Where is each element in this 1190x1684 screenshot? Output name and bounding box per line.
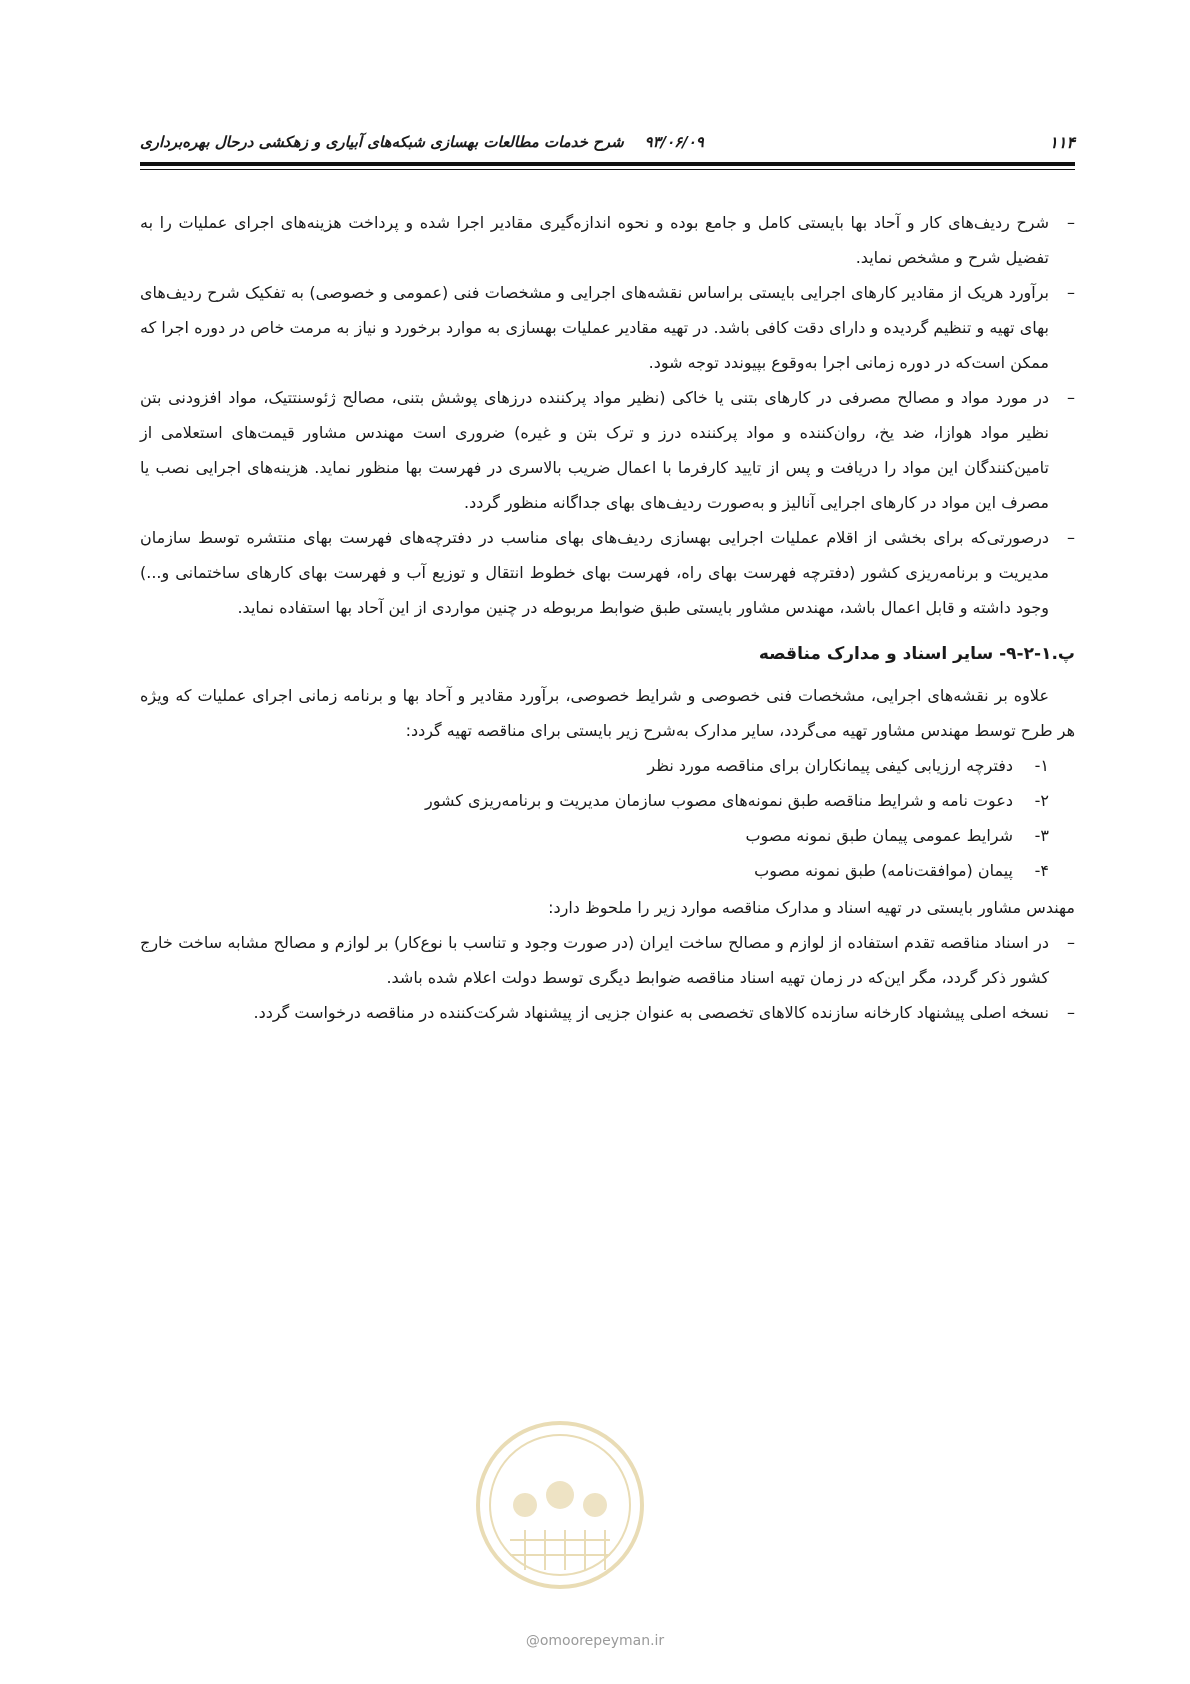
page-number: ۱۱۴	[1049, 132, 1075, 152]
dash-marker: –	[1067, 528, 1075, 547]
numbered-item	[140, 853, 1049, 888]
numbered-item	[140, 818, 1049, 853]
watermark-site: @omoorepeyman.ir	[525, 1633, 665, 1649]
bullet-item	[140, 275, 1075, 380]
bullet-text: برآورد هریک از مقادیر کارهای اجرایی بایستی براساس نقشه‌های اجرایی و مشخصات فنی (عمومی و خصوصی) به تفکیک شرح ردیف‌های بهای تهیه و تنظیم گردیده و دارای دقت کافی باشد. در تهیه مقادیر عملیات بهسازی به موارد برخورد و نیاز به مرمت خاص در دوره اجرا که ممکن است‌که در دوره زمانی اجرا به‌وقوع بپیوندد توجه شود.	[140, 283, 1049, 372]
item-number: ۲-	[1034, 791, 1049, 810]
item-number: ۱-	[1034, 756, 1049, 775]
item-text: شرایط عمومی پیمان طبق نمونه مصوب	[745, 826, 1013, 845]
bullet-text: در اسناد مناقصه تقدم استفاده از لوازم و مصالح ساخت ایران (در صورت وجود و تناسب با نوع‌کار) بر لوازم و مصالح مشابه ساخت خارج کشور ذکر گردد، مگر این‌که در زمان تهیه اسناد مناقصه ضوابط دیگری توسط دولت اعلام شده باشد.	[140, 933, 1049, 987]
bullet-item	[140, 925, 1075, 995]
header-rule-thick	[140, 162, 1075, 166]
bullet-item	[140, 995, 1075, 1030]
header-title-group	[140, 133, 704, 151]
item-text: دعوت نامه و شرایط مناقصه طبق نمونه‌های مصوب سازمان مدیریت و برنامه‌ریزی کشور	[425, 791, 1013, 810]
page-header	[140, 120, 1075, 164]
header-date: ۹۳/۰۶/۰۹	[644, 133, 704, 151]
bullet-item	[140, 380, 1075, 520]
header-rule-thin	[140, 169, 1075, 170]
main-content	[140, 205, 1075, 1030]
watermark-seal	[470, 1410, 650, 1610]
numbered-item	[140, 783, 1049, 818]
bullet-item	[140, 205, 1075, 275]
section-intro: علاوه بر نقشه‌های اجرایی، مشخصات فنی خصوصی و شرایط خصوصی، برآورد مقادیر و آحاد بها و برنامه زمانی اجرای عملیات که ویژه هر طرح توسط مهندس مشاور تهیه می‌گردد، سایر مدارک به‌شرح زیر بایستی برای مناقصه تهیه گردد:	[140, 686, 1075, 740]
item-text: پیمان (موافقت‌نامه) طبق نمونه مصوب	[754, 861, 1013, 880]
dash-marker: –	[1067, 283, 1075, 302]
numbered-list	[140, 748, 1075, 888]
section-heading: پ.۱-۲-۹- سایر اسناد و مدارک مناقصه	[758, 644, 1075, 664]
bullet-text: در مورد مواد و مصالح مصرفی در کارهای بتنی یا خاکی (نظیر مواد پرکننده درزهای پوشش بتنی، مصالح ژئوسنتتیک، مواد افزودنی بتن نظیر مواد هوازا، ضد یخ، روان‌کننده و مواد پرکننده درز و ترک بتن و غیره) ضروری است مهندس مشاور قیمت‌های استعلامی از تامین‌کنندگان این مواد را دریافت و پس از تایید کارفرما با اعمال ضریب بالاسری در فهرست بها منظور نماید. هزینه‌های اجرایی نصب یا مصرف این مواد در کارهای اجرایی آنالیز و به‌صورت ردیف‌های بهای جداگانه منظور گردد.	[140, 388, 1049, 512]
numbered-item	[140, 748, 1049, 783]
bullet-text: درصورتی‌که برای بخشی از اقلام عملیات اجرایی بهسازی ردیف‌های بهای مناسب در دفترچه‌های فهرست بهای منتشره توسط سازمان مدیریت و برنامه‌ریزی کشور (دفترچه فهرست بهای راه، فهرست بهای خطوط انتقال و توزیع آب و فهرست بهای کارهای ساختمانی و...) وجود داشته و قابل اعمال باشد، مهندس مشاور بایستی طبق ضوابط مربوطه در چنین مواردی از این آحاد بها استفاده نماید.	[140, 528, 1049, 617]
bullet-text: نسخه اصلی پیشنهاد کارخانه سازنده کالاهای تخصصی به عنوان جزیی از پیشنهاد شرکت‌کننده در مناقصه درخواست گردد.	[253, 1003, 1049, 1022]
dash-marker: –	[1067, 1003, 1075, 1022]
item-text: دفترچه ارزیابی کیفی پیمانکاران برای مناقصه مورد نظر	[647, 756, 1013, 775]
bullet-text: شرح ردیف‌های کار و آحاد بها بایستی کامل و جامع بوده و نحوه اندازه‌گیری مقادیر اجرا شده و پرداخت هزینه‌های اجرای عملیات را به تفضیل شرح و مشخص نماید.	[140, 213, 1049, 267]
dash-marker: –	[1067, 213, 1075, 232]
note-paragraph: مهندس مشاور بایستی در تهیه اسناد و مدارک مناقصه موارد زیر را ملحوظ دارد:	[548, 898, 1075, 917]
dash-marker: –	[1067, 388, 1075, 407]
dash-marker: –	[1067, 933, 1075, 952]
item-number: ۴-	[1034, 861, 1049, 880]
bullet-item	[140, 520, 1075, 625]
header-title: شرح خدمات مطالعات بهسازی شبکه‌های آبیاری و زهکشی درحال بهره‌برداری	[140, 133, 624, 151]
item-number: ۳-	[1034, 826, 1049, 845]
